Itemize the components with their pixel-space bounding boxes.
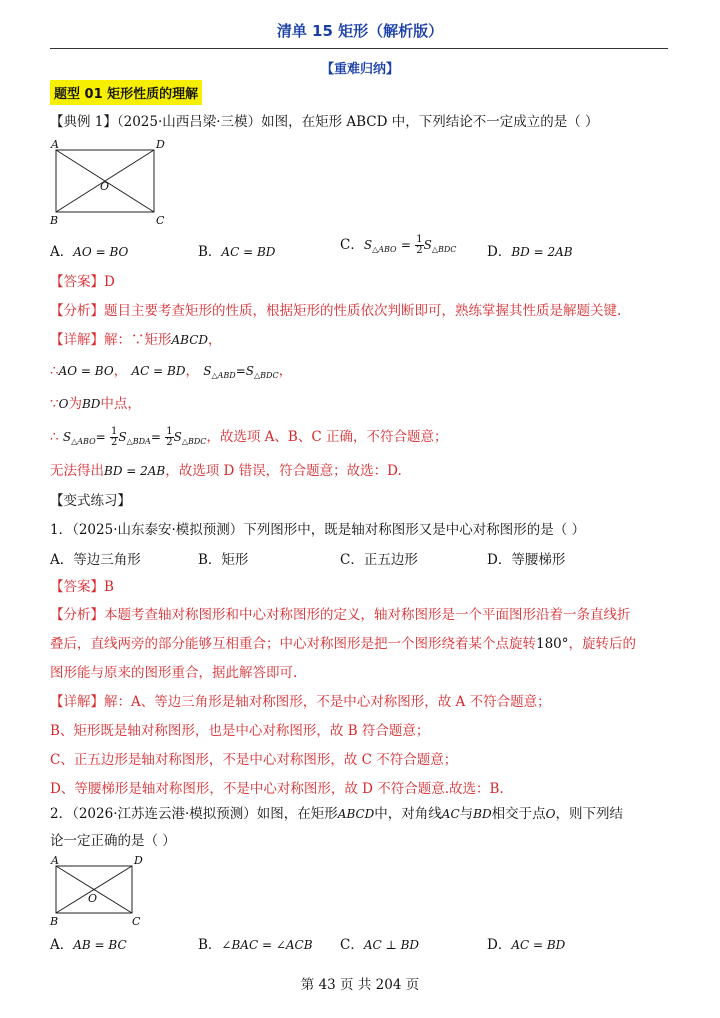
q1-option-c: C．正五边形	[340, 552, 418, 568]
detail-1-step2: ∵O为BD中点，	[50, 396, 141, 412]
label-b: B	[50, 214, 59, 225]
label-o-2: O	[88, 892, 98, 905]
q1-detail-line2: B、矩形既是轴对称图形，也是中心对称图形，故 B 符合题意；	[50, 723, 430, 739]
q1-analysis	[50, 601, 670, 688]
practice-q2-line2: 论一定正确的是（ ）	[50, 833, 176, 849]
detail-1-step1: ∴AO = BO， AC = BD， $S_{\triangle ABD}=S_{\triangle BDC}$，	[50, 363, 293, 380]
q2-option-c: C．AC ⊥ BD	[340, 937, 420, 953]
page-number: 第 43 页 共 204 页	[300, 977, 420, 993]
option-b: B．AC = BD	[198, 244, 276, 260]
detail-1-step3: ∴ $S_{\triangle ABO}=$ $\frac{1}{2}$ $S_{\triangle BDA}=$ $\frac{1}{2}$ $S_{\triangle BDC}$，故选项 A、B、C 正确，不符合题意；	[50, 426, 448, 448]
example1-question: 【典例 1】（2025·山西吕梁·三模）如图，在矩形 ABCD 中，下列结论不一定成立的是（ ）	[50, 114, 599, 130]
option-c: C．$S_{\triangle ABO}$ = $\frac{1}{2}$ $S_{\triangle BDC}$	[340, 234, 457, 256]
page-title: 清单 15 矩形（解析版）	[276, 22, 444, 40]
answer-1: 【答案】D	[50, 274, 115, 290]
q1-answer: 【答案】B	[50, 579, 114, 595]
q1-detail-line3: C、正五边形是轴对称图形，不是中心对称图形，故 C 不符合题意；	[50, 752, 458, 768]
label-o: O	[100, 180, 110, 193]
option-d: D．BD = 2AB	[487, 244, 573, 260]
q2-option-a: A．AB = BC	[50, 937, 127, 953]
q1-analysis-line1: 【分析】本题考查轴对称图形和中心对称图形的定义，轴对称图形是一个平面图形沿着一条直线折	[50, 607, 631, 623]
practice-title: 【变式练习】	[50, 493, 131, 509]
rectangle-figure-2	[48, 853, 148, 927]
practice-q1: 1．（2025·山东泰安·模拟预测）下列图形中，既是轴对称图形又是中心对称图形的是（ ）	[50, 522, 586, 538]
q2-option-b: B．∠BAC = ∠ACB	[198, 937, 313, 953]
label-a: A	[51, 140, 59, 151]
q1-analysis-line2: 叠后，直线两旁的部分能够互相重合；中心对称图形是把一个图形绕着某个点旋转180°，旋转后的	[50, 636, 637, 652]
q2-option-d: D．AC = BD	[487, 937, 566, 953]
q1-option-a: A．等边三角形	[50, 552, 141, 568]
q1-detail	[50, 688, 670, 804]
detail-1: 【详解】解：∵矩形ABCD，	[50, 332, 222, 348]
topic-heading: 题型 01 矩形性质的理解	[50, 80, 202, 105]
option-a: A．AO = BO	[50, 244, 129, 260]
label-d-2: D	[134, 854, 143, 867]
label-a-2: A	[51, 854, 59, 867]
section-title: 【重难归纳】	[320, 62, 399, 77]
label-b-2: B	[50, 915, 59, 927]
practice-q2-line1: 2．（2026·江苏连云港·模拟预测）如图，在矩形ABCD中，对角线AC与BD相交于点O，则下列结	[50, 806, 623, 822]
q1-analysis-line3: 图形能与原来的图形重合，据此解答即可.	[50, 665, 298, 681]
header-divider	[50, 48, 668, 49]
q1-detail-line4: D、等腰梯形是轴对称图形，不是中心对称图形，故 D 不符合题意.故选：B.	[50, 781, 504, 797]
q1-detail-line1: 【详解】解：A、等边三角形是轴对称图形，不是中心对称图形，故 A 不符合题意；	[50, 694, 551, 710]
label-c: C	[156, 214, 165, 225]
detail-1-step4: 无法得出BD = 2AB，故选项 D 错误，符合题意；故选：D.	[50, 463, 402, 479]
label-d: D	[156, 140, 165, 151]
rectangle-figure-1	[48, 140, 178, 225]
label-c-2: C	[132, 915, 141, 927]
q1-option-b: B．矩形	[198, 552, 249, 568]
q1-option-d: D．等腰梯形	[487, 552, 566, 568]
analysis-1: 【分析】题目主要考查矩形的性质，根据矩形的性质依次判断即可，熟练掌握其性质是解题关键.	[50, 303, 622, 319]
